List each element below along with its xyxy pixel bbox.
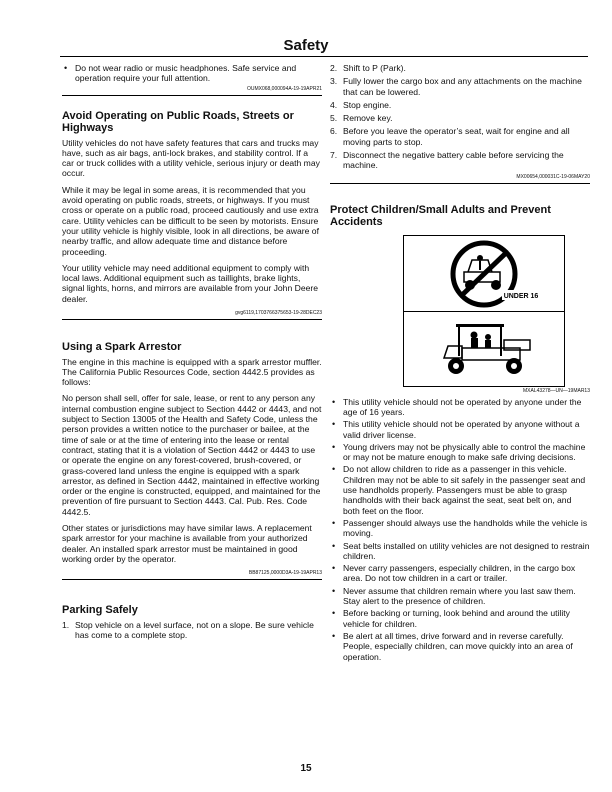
- page-title: Safety: [283, 37, 329, 54]
- parking-step: [62, 620, 322, 641]
- bullet-item: • Seat belts installed on utility vehicles are not designed to restrain children.: [330, 541, 590, 562]
- paragraph: No person shall sell, offer for sale, lease, or rent to any person any internal combustion engine subject to Section 4442 or 4443, and not subject to Section 13005 of the Health and Safety Code, unless the person provides a written notice to the purchaser or bailee, at the time of sale or at the time of entering into the lease or rental contract, stating that it is a violation of Section 4442 or 4443 to use or operate the engine on any forest-covered, brush-covered, or grass-covered land unless the engine is equipped with a spark arrestor, as defined in Section 4442, maintained in effective working order or the engine is constructed, equipped, and maintained for the prevention of fire pursuant to Section 4443. Cal. Pub. Res. Code 4442.5.: [62, 393, 322, 517]
- step-number: 6.: [330, 126, 338, 137]
- parking-step: [330, 150, 590, 171]
- reference-code: MX00654,000031C-19-06MAY20: [516, 173, 590, 180]
- step-number: 5.: [330, 113, 338, 124]
- paragraph: The engine in this machine is equipped with a spark arrestor muffler. The California Public Resources Code, section 4442.5 provides as follows:: [62, 356, 322, 388]
- parking-steps-list: [62, 620, 322, 641]
- intro-bullet-list: [62, 63, 322, 84]
- step-number: 4.: [330, 99, 338, 110]
- reference-code: OUMX068,000094A-19-19APR21: [246, 85, 322, 92]
- right-column: [330, 63, 590, 664]
- step-text: Stop vehicle on a level surface, not on a slope. Be sure vehicle has come to a complete stop.: [75, 619, 314, 640]
- bullet-item: • This utility vehicle should not be operated by anyone without a valid driver license.: [330, 419, 590, 440]
- section-heading-spark-arrestor: Using a Spark Arrestor: [62, 341, 182, 354]
- bullet-item: • Young drivers may not be physically able to control the machine or may not be mature enough to make safe driving decisions.: [330, 442, 590, 463]
- bullet-item: • Do not allow children to ride as a passenger in this vehicle. Children may not be able to sit safely in the passenger seat and use handholds properly. Passengers must be able to grasp handholds with their back against the seat, seat belt on, and both feet on the floor.: [330, 464, 590, 515]
- step-text: Stop engine.: [343, 99, 392, 110]
- step-text: Before you leave the operator’s seat, wait for engine and all moving parts to stop.: [343, 126, 570, 147]
- left-column: [62, 63, 322, 643]
- page-number: 15: [300, 763, 312, 774]
- bullet-item: • This utility vehicle should not be operated by anyone under the age of 16 years.: [330, 397, 590, 418]
- paragraph: Utility vehicles do not have safety features that cars and trucks may have, such as air bags, anti-lock brakes, and stability control. If a car or truck collides with a utility vehicle, serious injury or death may occur.: [62, 137, 320, 179]
- step-text: Shift to P (Park).: [343, 63, 406, 73]
- step-text: Fully lower the cargo box and any attachments on the machine that can be lowered.: [343, 76, 582, 97]
- reference-code: gvg6119,1703766375653-19-28DEC23: [235, 310, 322, 317]
- children-bullet-list: [330, 397, 590, 662]
- bullet-item: • Before backing or turning, look behind and around the utility vehicle for children.: [330, 608, 590, 629]
- parking-step: [330, 76, 590, 97]
- bullet-item: • Never carry passengers, especially children, in the cargo box area. Do not tow children in a cart or trailer.: [330, 563, 590, 584]
- step-number: 2.: [330, 63, 338, 73]
- step-number: 1.: [62, 619, 70, 630]
- bullet-item: • Never assume that children remain where you last saw them. Stay alert to the presence of children.: [330, 586, 590, 607]
- section-heading-public-roads: Avoid Operating on Public Roads, Streets or Highways: [62, 109, 294, 135]
- step-number: 7.: [330, 150, 338, 161]
- figure-divider: [404, 311, 564, 312]
- section-heading-parking: Parking Safely: [62, 604, 138, 617]
- paragraph: Other states or jurisdictions may have similar laws. A replacement spark arrestor for your machine is available from your authorized dealer. An installed spark arrestor must be maintained in good working order by the operator.: [62, 523, 312, 564]
- paragraph: While it may be legal in some areas, it is recommended that you avoid operating on public roads, streets, or highways. If you must cross or operate on a public road, proceed cautiously and use extra care. Utility vehicles can be difficult to be seen by motorists. Ensure your utility vehicle is highly visible, look in all directions, be aware of nearby traffic, and allow adequate time and distance before proceeding.: [62, 184, 319, 257]
- figure-reference: MXAL43278—UN—19MAR13: [523, 387, 590, 394]
- utility-vehicle-icon: [444, 324, 530, 374]
- bullet-item: • Be alert at all times, drive forward and in reverse carefully. People, especially children, can move quickly into an area of operation.: [330, 631, 590, 662]
- section-heading-children: Protect Children/Small Adults and Prevent Accidents: [330, 203, 551, 229]
- parking-step: [330, 126, 590, 147]
- title-rule: [60, 56, 588, 57]
- parking-steps-continued: [330, 63, 590, 171]
- paragraph: Your utility vehicle may need additional equipment to comply with local laws. Additional equipment such as taillights, brake lights, signal lights, horns, and mirrors are available from your John Deere dealer.: [62, 262, 319, 304]
- step-text: Disconnect the negative battery cable before servicing the machine.: [343, 150, 564, 171]
- step-number: 3.: [330, 76, 338, 87]
- parking-step: [330, 63, 590, 73]
- under-16-label: UNDER 16: [503, 292, 539, 300]
- intro-bullet: • Do not wear radio or music headphones. Safe service and operation require your full attention.: [62, 63, 322, 84]
- parking-step: [330, 113, 590, 123]
- step-text: Remove key.: [343, 113, 393, 124]
- safety-illustration: [403, 235, 565, 387]
- parking-step: [330, 100, 590, 110]
- bullet-item: • Passenger should always use the handholds while the vehicle is moving.: [330, 518, 590, 539]
- reference-code: BB87125,0000D3A-19-19APR13: [248, 570, 322, 577]
